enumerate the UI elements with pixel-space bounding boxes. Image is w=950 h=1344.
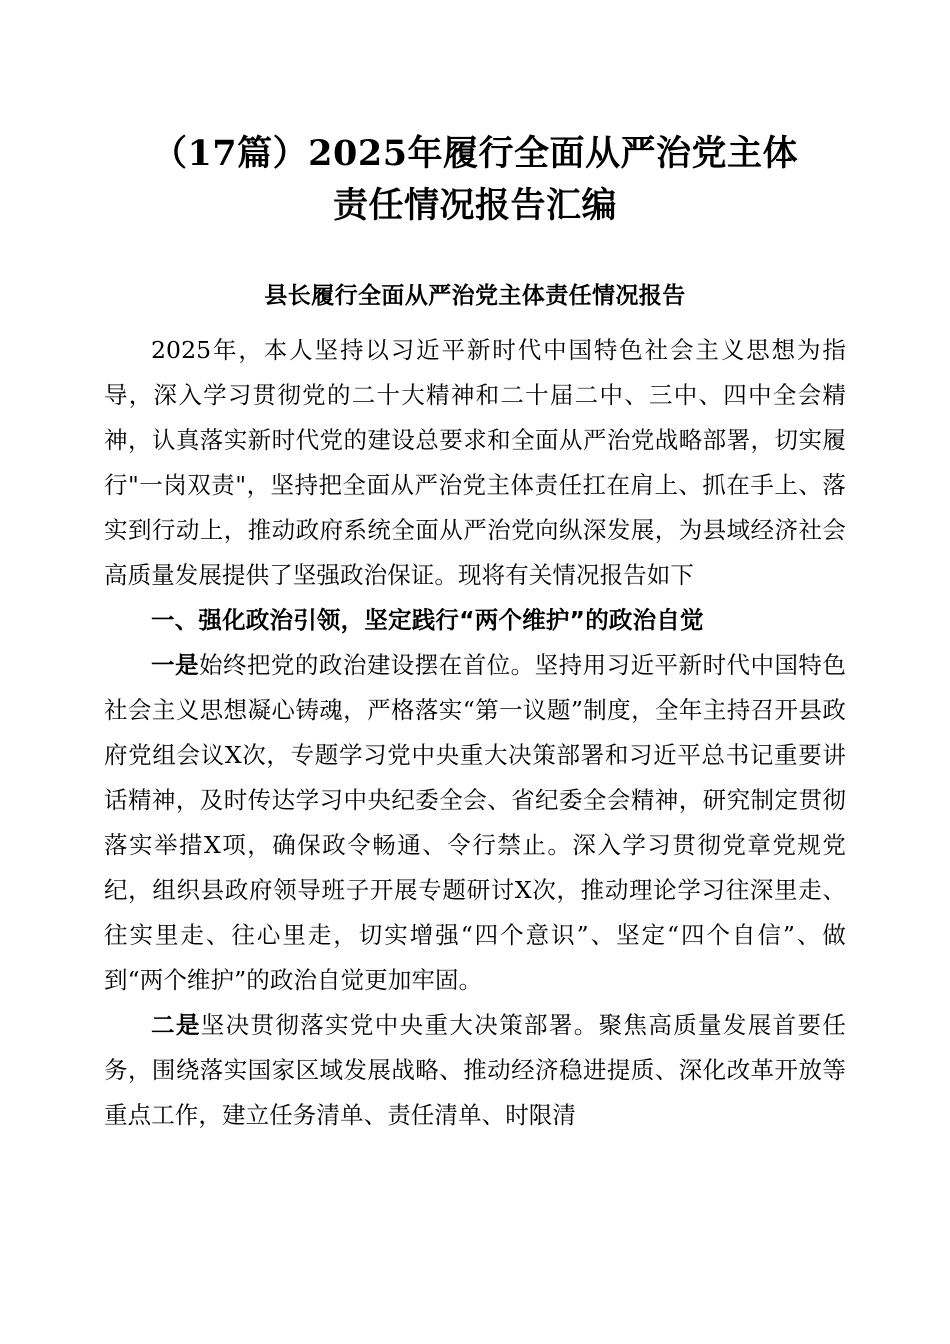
point-one-text: 始终把党的政治建设摆在首位。坚持用习近平新时代中国特色社会主义思想凝心铸魂，严格落实“第一议题”制度，全年主持召开县政府党组会议X次，专题学习党中央重大决策部署和习近平总书记重要讲话精神，及时传达学习中央纪委全会、省纪委全会精神，研究制定贯彻落实举措X项，确保政令畅通、令行禁止。深入学习贯彻党章党规党纪，组织县政府领导班子开展专题研讨X次，推动理论学习往深里走、往实里走、往心里走，切实增强“四个意识”、坚定“四个自信”、做到“两个维护”的政治自觉更加牢固。 bbox=[104, 651, 847, 994]
point-two-lead: 二是 bbox=[151, 1011, 201, 1039]
document-content bbox=[104, 128, 846, 1138]
point-one-lead: 一是 bbox=[151, 651, 199, 679]
page-title bbox=[104, 128, 846, 232]
point-one-paragraph bbox=[104, 643, 846, 1003]
point-two-text: 坚决贯彻落实党中央重大决策部署。聚焦高质量发展首要任务，围绕落实国家区域发展战略、推动经济稳进提质、深化改革开放等重点工作，建立任务清单、责任清单、时限清 bbox=[104, 1011, 846, 1129]
page-title-line-2: 责任情况报告汇编 bbox=[332, 185, 617, 226]
document-subtitle: 县长履行全面从严治党主体责任情况报告 bbox=[264, 282, 686, 309]
section-heading-1: 一、强化政治引领，坚定践行“两个维护”的政治自觉 bbox=[151, 606, 704, 634]
page-title-line-1: （17篇）2025年履行全面从严治党主体 bbox=[151, 133, 799, 174]
intro-paragraph-text: 2025年，本人坚持以习近平新时代中国特色社会主义思想为指导，深入学习贯彻党的二十大精神和二十届二中、三中、四中全会精神，认真落实新时代党的建设总要求和全面从严治党战略部署，切实履行"一岗双责"，坚持把全面从严治党主体责任扛在肩上、抓在手上、落实到行动上，推动政府系统全面从严治党向纵深发展，为县域经济社会高质量发展提供了坚强政治保证。现将有关情况报告如下 bbox=[104, 336, 846, 589]
intro-paragraph bbox=[104, 328, 846, 598]
point-two-paragraph bbox=[104, 1003, 846, 1138]
